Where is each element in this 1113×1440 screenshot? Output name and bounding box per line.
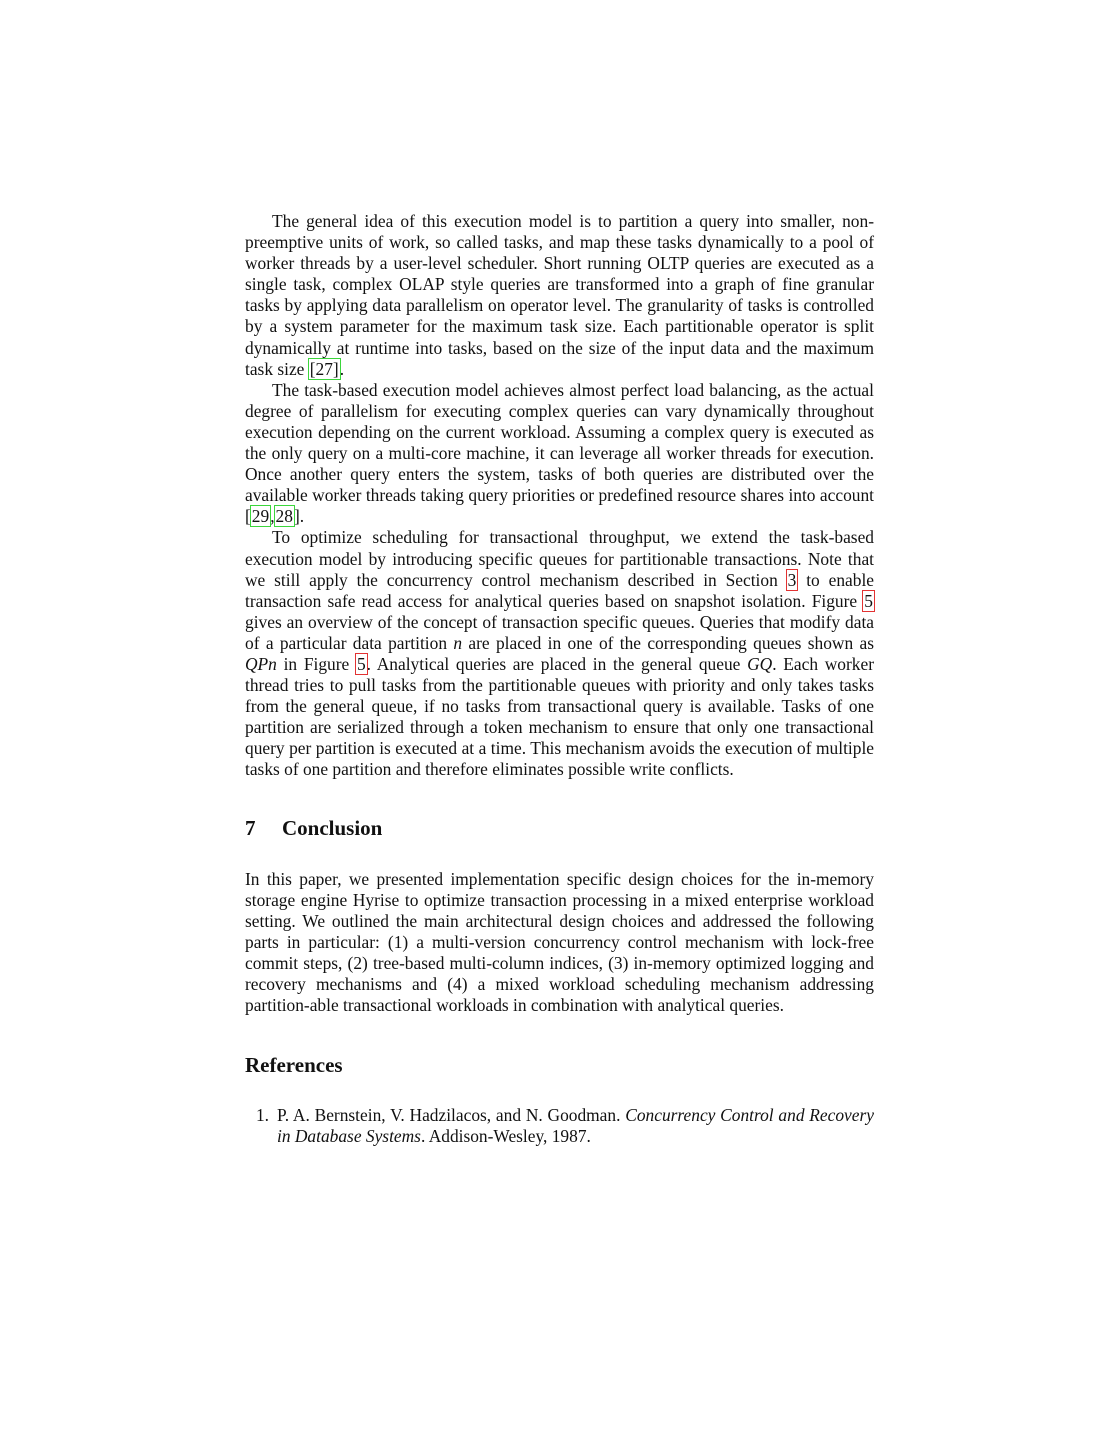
section-heading-references — [245, 1051, 874, 1079]
reference-authors: P. A. Bernstein, V. Hadzilacos, and N. Goodman. — [277, 1105, 626, 1126]
paragraph-text: To optimize scheduling for transactional throughput, we extend the task-based execution model by introducing specific queues for partitionable transactions. Note that we still apply the concurrency control mechanism described in Section — [245, 527, 874, 590]
paragraph-end: . — [299, 506, 305, 527]
paragraph-end: . — [339, 358, 345, 379]
section-ref-link[interactable]: 3 — [787, 569, 797, 590]
citation-link-27[interactable]: [27] — [309, 358, 339, 379]
figure-ref-link[interactable]: 5 — [356, 653, 366, 674]
reference-publisher: . Addison-Wesley, 1987. — [420, 1126, 591, 1147]
paragraph-conclusion — [245, 869, 874, 1017]
math-variable: QPn — [245, 653, 277, 674]
section-heading-conclusion — [245, 814, 874, 842]
citation-open-bracket: [ — [245, 506, 251, 527]
paragraph-text: to enable transaction safe read access for analytical queries based on snapshot isolation. Figure — [245, 569, 874, 611]
paragraph-text: The general idea of this execution model is to partition a query into smaller, non-preemptive units of work, so called tasks, and map these tasks dynamically to a pool of worker threads by a user-level scheduler. Short running OLTP queries are executed as a single task, complex OLAP style queries are transformed into a graph of fine granular tasks by applying data parallelism on operator level. The granularity of tasks is controlled by a system parameter for the maximum task size. Each partitionable operator is split dynamically at runtime into tasks, based on the size of the input data and the maximum task size — [245, 211, 874, 379]
paragraph-text: . Analytical queries are placed in the general queue — [366, 653, 748, 674]
paragraph-execution-model — [245, 211, 874, 380]
paragraph-load-balancing — [245, 380, 874, 528]
reference-title: Concurrency Control and Recovery in Database Systems — [277, 1105, 874, 1147]
figure-ref-link[interactable]: 5 — [864, 590, 873, 611]
paragraph-text: are placed in one of the corresponding queues shown as — [462, 632, 874, 653]
math-variable: n — [453, 632, 463, 653]
citation-link-28[interactable]: 28 — [275, 506, 293, 527]
paragraph-text: The task-based execution model achieves almost perfect load balancing, as the actual degree of parallelism for executing complex queries can vary dynamically throughout execution depending on the current workload. Assuming a complex query is executed as the only query on a multi-core machine, it can leverage all worker threads for execution. Once another query enters the system, tasks of both queries are distributed over the available worker threads taking query priorities or predefined resource shares into account — [245, 379, 874, 506]
section-title: Conclusion — [282, 815, 383, 840]
section-number: 7 — [245, 815, 256, 840]
paragraph-text: In this paper, we presented implementation specific design choices for the in-memory storage engine Hyrise to optimize transaction processing in a mixed enterprise workload setting. We outlined the main architectural design choices and addressed the following parts in particular: (1) a multi-version concurrency control mechanism with lock-free commit steps, (2) tree-based multi-column indices, (3) in-memory optimized logging and recovery mechanisms and (4) a mixed workload scheduling mechanism addressing partition-able transactional workloads in combination with analytical queries. — [245, 868, 874, 1016]
reference-item — [245, 1105, 874, 1147]
citation-link-29[interactable]: 29 — [251, 506, 270, 527]
paragraph-text: . Each worker thread tries to pull tasks from the partitionable queues with priority and only takes tasks from the general queue, if no tasks from transactional query is available. Tasks of one partition are serialized through a token mechanism to ensure that only one transactional query per partition is executed at a time. This mechanism avoids the execution of multiple tasks of one partition and therefore eliminates possible write conflicts. — [245, 653, 874, 780]
section-title: References — [245, 1053, 343, 1078]
paragraph-text: in Figure — [276, 653, 356, 674]
reference-list — [245, 1105, 874, 1147]
citation-close-bracket: ] — [293, 506, 300, 527]
page-body — [245, 211, 874, 1147]
reference-number: 1. — [255, 1105, 269, 1126]
math-variable: GQ — [747, 653, 773, 674]
paragraph-transactional-queues — [245, 527, 874, 780]
citation-separator: , — [270, 506, 275, 527]
paragraph-text: gives an overview of the concept of transaction specific queues. Queries that modify data of a particular data partition — [245, 611, 874, 653]
reference-body — [277, 1105, 874, 1147]
reference-number-box — [245, 1105, 277, 1147]
